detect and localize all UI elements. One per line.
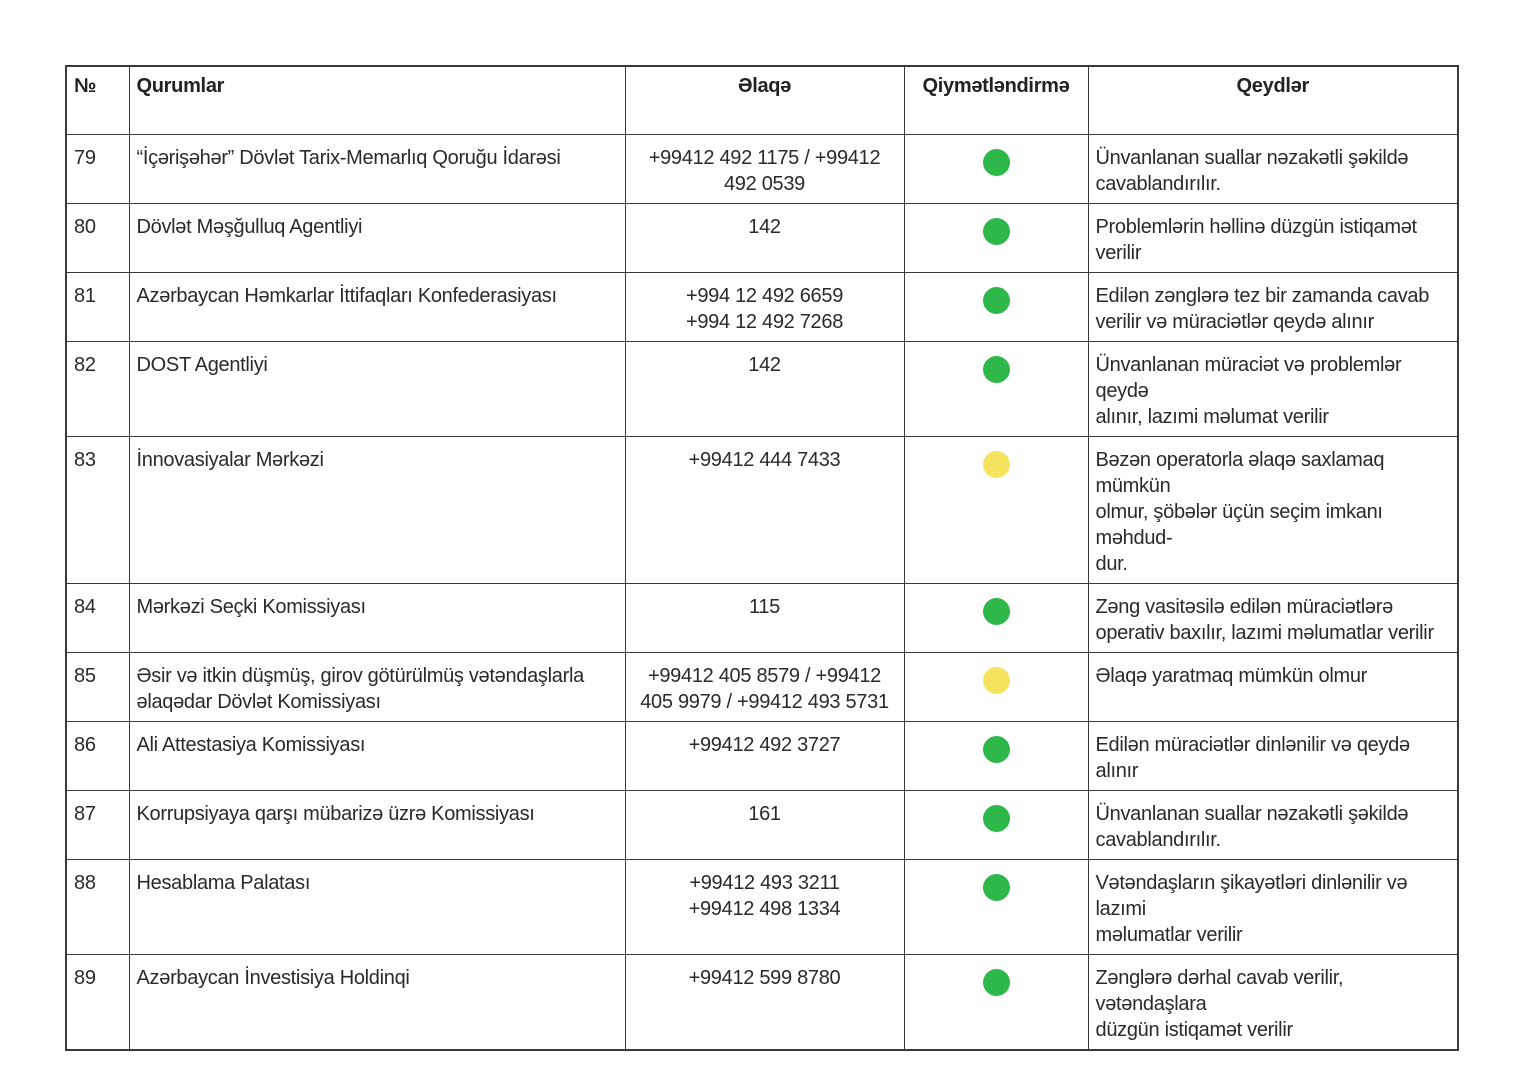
row-contact: +99412 444 7433 — [625, 436, 904, 583]
row-institution: Korrupsiyaya qarşı mübarizə üzrə Komissiyası — [129, 790, 625, 859]
rating-dot-icon — [983, 218, 1010, 245]
row-institution: Azərbaycan Həmkarlar İttifaqları Konfederasiyası — [129, 272, 625, 341]
row-number: 79 — [66, 134, 129, 203]
row-institution: “İçərişəhər” Dövlət Tarix-Memarlıq Qoruğu İdarəsi — [129, 134, 625, 203]
row-rating — [904, 790, 1088, 859]
header-contact: Əlaqə — [625, 66, 904, 134]
header-number: № — [66, 66, 129, 134]
row-institution: Hesablama Palatası — [129, 859, 625, 954]
rating-dot-icon — [983, 969, 1010, 996]
row-rating — [904, 583, 1088, 652]
row-contact: +99412 405 8579 / +99412 405 9979 / +99412 493 5731 — [625, 652, 904, 721]
row-rating — [904, 203, 1088, 272]
row-rating — [904, 134, 1088, 203]
table-row — [66, 954, 1458, 1050]
row-notes: Bəzən operatorla əlaqə saxlamaq mümkün olmur, şöbələr üçün seçim imkanı məhdud- dur. — [1088, 436, 1458, 583]
header-institutions: Qurumlar — [129, 66, 625, 134]
row-contact: 115 — [625, 583, 904, 652]
row-rating — [904, 721, 1088, 790]
rating-dot-icon — [983, 149, 1010, 176]
row-contact: +99412 492 3727 — [625, 721, 904, 790]
row-institution: İnnovasiyalar Mərkəzi — [129, 436, 625, 583]
row-rating — [904, 436, 1088, 583]
row-institution: Dövlət Məşğulluq Agentliyi — [129, 203, 625, 272]
row-number: 82 — [66, 341, 129, 436]
row-institution: Ali Attestasiya Komissiyası — [129, 721, 625, 790]
row-notes: Zənglərə dərhal cavab verilir, vətəndaşlara düzgün istiqamət verilir — [1088, 954, 1458, 1050]
row-notes: Problemlərin həllinə düzgün istiqamət verilir — [1088, 203, 1458, 272]
row-notes: Vətəndaşların şikayətləri dinlənilir və lazımi məlumatlar verilir — [1088, 859, 1458, 954]
institutions-table — [65, 65, 1459, 1051]
table-row — [66, 583, 1458, 652]
row-rating — [904, 652, 1088, 721]
row-rating — [904, 341, 1088, 436]
table-row — [66, 134, 1458, 203]
row-number: 80 — [66, 203, 129, 272]
row-number: 83 — [66, 436, 129, 583]
table-row — [66, 790, 1458, 859]
row-institution: Əsir və itkin düşmüş, girov götürülmüş vətəndaşlarla əlaqədar Dövlət Komissiyası — [129, 652, 625, 721]
row-contact: +994 12 492 6659 +994 12 492 7268 — [625, 272, 904, 341]
row-institution: DOST Agentliyi — [129, 341, 625, 436]
rating-dot-icon — [983, 667, 1010, 694]
row-notes: Ünvanlanan müraciət və problemlər qeydə alınır, lazımi məlumat verilir — [1088, 341, 1458, 436]
rating-dot-icon — [983, 287, 1010, 314]
rating-dot-icon — [983, 874, 1010, 901]
row-rating — [904, 272, 1088, 341]
table-header-row — [66, 66, 1458, 134]
row-rating — [904, 954, 1088, 1050]
row-institution: Azərbaycan İnvestisiya Holdinqi — [129, 954, 625, 1050]
row-contact: 161 — [625, 790, 904, 859]
table-row — [66, 721, 1458, 790]
table-row — [66, 272, 1458, 341]
row-notes: Edilən zənglərə tez bir zamanda cavab verilir və müraciətlər qeydə alınır — [1088, 272, 1458, 341]
table-row — [66, 341, 1458, 436]
row-notes: Edilən müraciətlər dinlənilir və qeydə alınır — [1088, 721, 1458, 790]
table-body — [66, 134, 1458, 1050]
table-row — [66, 436, 1458, 583]
row-number: 89 — [66, 954, 129, 1050]
table-row — [66, 652, 1458, 721]
row-notes: Zəng vasitəsilə edilən müraciətlərə operativ baxılır, lazımi məlumatlar verilir — [1088, 583, 1458, 652]
row-number: 87 — [66, 790, 129, 859]
row-contact: +99412 493 3211 +99412 498 1334 — [625, 859, 904, 954]
row-number: 85 — [66, 652, 129, 721]
table-row — [66, 203, 1458, 272]
row-contact: 142 — [625, 341, 904, 436]
row-rating — [904, 859, 1088, 954]
row-notes: Əlaqə yaratmaq mümkün olmur — [1088, 652, 1458, 721]
rating-dot-icon — [983, 451, 1010, 478]
row-notes: Ünvanlanan suallar nəzakətli şəkildə cavablandırılır. — [1088, 134, 1458, 203]
row-number: 86 — [66, 721, 129, 790]
row-contact: +99412 492 1175 / +99412 492 0539 — [625, 134, 904, 203]
row-contact: +99412 599 8780 — [625, 954, 904, 1050]
document-page — [65, 65, 1457, 1051]
header-notes: Qeydlər — [1088, 66, 1458, 134]
rating-dot-icon — [983, 598, 1010, 625]
row-number: 84 — [66, 583, 129, 652]
rating-dot-icon — [983, 805, 1010, 832]
header-rating: Qiymətləndirmə — [904, 66, 1088, 134]
row-number: 88 — [66, 859, 129, 954]
row-number: 81 — [66, 272, 129, 341]
row-notes: Ünvanlanan suallar nəzakətli şəkildə cavablandırılır. — [1088, 790, 1458, 859]
row-contact: 142 — [625, 203, 904, 272]
rating-dot-icon — [983, 356, 1010, 383]
table-row — [66, 859, 1458, 954]
rating-dot-icon — [983, 736, 1010, 763]
row-institution: Mərkəzi Seçki Komissiyası — [129, 583, 625, 652]
